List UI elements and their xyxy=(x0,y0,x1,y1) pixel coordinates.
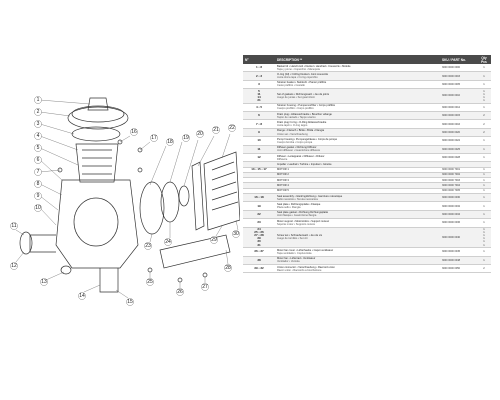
part-quantity: 1 xyxy=(477,64,491,72)
table-row xyxy=(243,64,491,72)
part-number: 10 xyxy=(243,137,275,145)
part-sku: 3000 0000 0050 xyxy=(440,265,477,273)
callout-label: 29 xyxy=(211,237,217,243)
callout-label: 22 xyxy=(229,125,235,131)
part-description-secondary: Joint diffuseur • Guarnizione diffusore xyxy=(277,149,321,153)
part-quantity: 1 xyxy=(477,103,491,111)
part-description: Motor fan • Lüfterrad • Ventilateur xyxy=(277,257,316,261)
table-row xyxy=(243,145,491,153)
part-description: Strainer basket • Siebkorb • Panier préfiltre xyxy=(277,81,327,85)
part-sku: 3000 0000 0032 xyxy=(440,202,477,210)
callout-label: 25 xyxy=(147,279,153,285)
part-description-cell xyxy=(275,265,440,273)
callout-label: 2 xyxy=(36,109,40,115)
part-description-secondary: Tapón de vaciado • Tappo scarico xyxy=(277,115,316,119)
part-description-secondary: Juego de tornillos • Set viti xyxy=(277,237,308,241)
part-description: Drain plug • Ablassschraube • Bouchon vidange xyxy=(277,112,332,116)
part-sku: 3000 0000 0045 xyxy=(440,248,477,256)
lid-ring-drawing xyxy=(72,106,124,122)
part-number: 2 • 3 xyxy=(243,72,275,80)
part-description: Seal plate • Dichtungsplatte • Flasque xyxy=(277,202,321,206)
callout-label: 4 xyxy=(36,133,40,139)
part-description: Union connector • Verschraubung • Raccord union xyxy=(277,265,335,269)
table-row xyxy=(243,256,491,264)
part-quantity: 1 xyxy=(477,248,491,256)
part-quantity: 1 xyxy=(477,145,491,153)
callout-label: 7 xyxy=(36,169,40,175)
table-row xyxy=(243,137,491,145)
part-description-secondary: Sello mecánico • Tenuta meccanica xyxy=(277,197,318,201)
callout-label: 8 xyxy=(36,181,40,187)
part-quantity: 1 1 1 1 1 1 xyxy=(477,227,491,248)
part-description: Drain plug O-ring • O-Ring Ablassschraube xyxy=(277,121,327,125)
part-quantity: 1 xyxy=(477,256,491,264)
column-header-qty: Qty Pcs xyxy=(477,55,491,64)
table-row xyxy=(243,194,491,202)
part-description-secondary: Cuerpo prefiltro • Corpo prefiltro xyxy=(277,107,314,111)
callout-label: 16 xyxy=(131,129,137,135)
callout-label: 3 xyxy=(36,121,40,127)
callout-label: 6 xyxy=(36,157,40,163)
part-sku: 3000 0000 0022 xyxy=(440,137,477,145)
part-number: 24 25 • 26 27 • 28 29 30 31 xyxy=(243,227,275,248)
table-row xyxy=(243,112,491,120)
part-quantity: 1 xyxy=(477,178,491,183)
part-quantity: 1 xyxy=(477,167,491,172)
part-quantity: 1 xyxy=(477,153,491,161)
part-quantity: 1 1 1 1 xyxy=(477,89,491,104)
table-row xyxy=(243,128,491,136)
callout-label: 12 xyxy=(11,263,17,269)
part-quantity: 1 xyxy=(477,137,491,145)
part-description: Seal assembly • Gleitringdichtung • Garniture mécanique xyxy=(277,194,343,198)
part-description: Motor support • Motorstütze • Support moteur xyxy=(277,219,330,223)
part-description-cell xyxy=(275,72,440,80)
part-description-cell xyxy=(275,256,440,264)
part-description-secondary: Placa sello • Flangia xyxy=(277,206,301,210)
part-quantity: 1 xyxy=(477,194,491,202)
part-sku: 3000 0000 0030 xyxy=(440,194,477,202)
part-description: O-ring (lid) • O-Ring Deckel • Joint couvercle xyxy=(277,72,329,76)
part-number: 16 • 18 xyxy=(243,194,275,202)
parts-list xyxy=(243,55,491,395)
part-description-secondary: Diffusore xyxy=(277,157,288,161)
part-sku: 3000 0000 0048 xyxy=(440,256,477,264)
callout-label: 30 xyxy=(233,231,239,237)
callout-label: 15 xyxy=(127,299,133,305)
part-sku: 3000 0000 0034 xyxy=(440,210,477,218)
part-description-cell xyxy=(275,103,440,111)
part-description-secondary: Tapa ventilador • Copriventola xyxy=(277,251,312,255)
parts-table-header xyxy=(243,55,491,64)
part-description: MOTOR 3 xyxy=(277,178,289,182)
part-description-secondary: Junta tapón • O-ring tappo xyxy=(277,124,308,128)
callout-label: 13 xyxy=(41,279,47,285)
part-number: 5 11 14 21 xyxy=(243,89,275,104)
part-sku: 3000 0000 0012 xyxy=(440,103,477,111)
part-description-cell xyxy=(275,145,440,153)
part-description-cell xyxy=(275,112,440,120)
part-description-secondary: Joint flasque • Guarnizione flangia xyxy=(277,214,317,218)
diffuser-drawing xyxy=(140,182,164,234)
seal-assembly-drawing xyxy=(179,186,189,206)
part-description: Flange • Flansch • Bride • Brida • Flangia xyxy=(277,129,325,133)
part-description-secondary: Ventilador • Ventola xyxy=(277,260,300,264)
table-row xyxy=(243,120,491,128)
table-row xyxy=(243,219,491,227)
part-quantity: 2 xyxy=(477,265,491,273)
part-quantity: 1 xyxy=(477,80,491,88)
part-description-cell xyxy=(275,120,440,128)
part-sku: 3000 0000 7002 xyxy=(440,172,477,177)
parts-table-body xyxy=(243,64,491,273)
part-number: 19 xyxy=(243,202,275,210)
part-sku: 3000 0000 0015 xyxy=(440,112,477,120)
pump-exploded-drawing xyxy=(0,30,240,340)
part-description: Impeller • Laufrad • Turbine • Impulsor • Girante xyxy=(277,162,332,166)
part-description: MOTOR 5 xyxy=(277,189,289,193)
part-description: Diffuser gasket • Dichtung Diffusor xyxy=(277,146,317,150)
part-sku: 3000 0000 0028 xyxy=(440,153,477,161)
part-description-cell xyxy=(275,194,440,202)
part-description-cell xyxy=(275,80,440,88)
part-number: 22 xyxy=(243,210,275,218)
part-number: 36 • 37 xyxy=(243,248,275,256)
part-description-cell xyxy=(275,128,440,136)
part-number: 38 xyxy=(243,256,275,264)
table-row xyxy=(243,72,491,80)
part-quantity: 2 xyxy=(477,112,491,120)
part-quantity: 2 xyxy=(477,120,491,128)
callout-label: 10 xyxy=(35,205,41,211)
part-description: Basket lid • Hand knob • Deckel • Handrad • Couvercle • Molette xyxy=(277,64,351,68)
part-number: 1 • 8 xyxy=(243,64,275,72)
part-sku: 3000 0000 7004 xyxy=(440,183,477,188)
part-description-cell xyxy=(275,227,440,248)
pump-housing-drawing xyxy=(56,180,138,268)
callout-label: 24 xyxy=(165,239,171,245)
part-description-secondary: Cesto prefiltro • Cestello xyxy=(277,84,305,88)
part-number: 4 • 5 xyxy=(243,103,275,111)
part-description: Strainer housing • Pumpenvorfilter • Corps préfiltre xyxy=(277,104,336,108)
table-row xyxy=(243,248,491,256)
part-description-cell xyxy=(275,219,440,227)
part-description-secondary: Tapa y pomo • Coperchio • Manopola xyxy=(277,67,320,71)
callout-label: 19 xyxy=(183,135,189,141)
callout-label: 18 xyxy=(167,139,173,145)
part-number: 12 xyxy=(243,153,275,161)
part-description-secondary: Juego de juntas • Set guarnizioni xyxy=(277,95,315,99)
part-description: Diffuser • Leitapparat • Diffuseur • Difusor xyxy=(277,154,325,158)
part-sku: 3000 0000 0016 xyxy=(440,120,477,128)
seal-plate-drawing xyxy=(192,162,204,230)
column-header-number: N° xyxy=(243,55,275,64)
part-description-cell xyxy=(275,64,440,72)
part-number: 9 xyxy=(243,128,275,136)
callout-label: 21 xyxy=(213,127,219,133)
part-sku: 3000 0000 0010 xyxy=(440,89,477,104)
part-number: 13 • 15 • 17 xyxy=(243,167,275,172)
callout-label: 9 xyxy=(36,193,40,199)
callout-label: 23 xyxy=(145,243,151,249)
callout-label: 28 xyxy=(225,265,231,271)
part-description-cell xyxy=(275,202,440,210)
part-description-cell xyxy=(275,210,440,218)
callout-label: 26 xyxy=(177,289,183,295)
part-number: 6 xyxy=(243,112,275,120)
part-description-secondary: Racor unión • Raccordo a bocchettone xyxy=(277,268,322,272)
part-sku: 3000 0000 0003 xyxy=(440,72,477,80)
column-header-sku: SKU / PART No. xyxy=(440,55,477,64)
table-row xyxy=(243,210,491,218)
table-row xyxy=(243,153,491,161)
callout-label: 11 xyxy=(11,223,17,229)
part-number: 23 xyxy=(243,219,275,227)
table-row xyxy=(243,202,491,210)
part-quantity: 1 xyxy=(477,172,491,177)
part-description: Motor fan cover • Lüfterhaube • Capot ventilateur xyxy=(277,248,334,252)
part-sku: 3000 0000 7003 xyxy=(440,178,477,183)
part-sku: 3000 0000 0020 xyxy=(440,128,477,136)
part-quantity: 1 xyxy=(477,210,491,218)
part-sku: 3000 0000 0025 xyxy=(440,145,477,153)
table-row xyxy=(243,80,491,88)
part-description: MOTOR 2 xyxy=(277,173,289,177)
part-number: 7 • 8 xyxy=(243,120,275,128)
part-description-secondary: Union set • Verschraubung xyxy=(277,132,308,136)
part-description: Set of gaskets • Dichtungssatz • Jeu de joints xyxy=(277,92,329,96)
callout-label: 5 xyxy=(36,145,40,151)
part-description-secondary: Cuerpo bomba • Corpo pompa xyxy=(277,140,313,144)
table-row xyxy=(243,265,491,273)
part-description-secondary: Soporte motor • Supporto motore xyxy=(277,222,316,226)
part-quantity: 1 xyxy=(477,202,491,210)
part-sku: 3000 0000 0000 xyxy=(440,64,477,72)
part-quantity: 1 xyxy=(477,188,491,193)
part-quantity: 2 xyxy=(477,128,491,136)
column-header-description: DESCRIPTION ** xyxy=(275,55,440,64)
part-quantity: 1 xyxy=(477,219,491,227)
exploded-view-diagram xyxy=(0,30,240,340)
part-sku: 3000 0000 7001 xyxy=(440,167,477,172)
part-description: Seal plate gasket • Dichtung Dichtungsplatte xyxy=(277,211,329,215)
table-row xyxy=(243,227,491,248)
parts-table xyxy=(243,55,491,273)
callout-label: 17 xyxy=(151,135,157,141)
part-sku: 3000 0000 0040 xyxy=(440,227,477,248)
part-number: 39 • 32 xyxy=(243,265,275,273)
table-row xyxy=(243,89,491,104)
part-description-cell xyxy=(275,153,440,161)
part-description-secondary: Junta tórica tapa • O-ring coperchio xyxy=(277,76,318,80)
callout-label: 27 xyxy=(202,284,208,290)
part-description: MOTOR 4 xyxy=(277,184,289,188)
part-description: Screw set • Schraubensatz • Jeu de vis xyxy=(277,234,323,238)
part-number: 3 xyxy=(243,80,275,88)
part-description-cell xyxy=(275,89,440,104)
part-description-cell xyxy=(275,248,440,256)
part-number: 11 xyxy=(243,145,275,153)
part-quantity: 1 xyxy=(477,183,491,188)
part-description-cell xyxy=(275,137,440,145)
part-description: MOTOR 1 xyxy=(277,168,289,172)
motor-drawing xyxy=(204,152,240,230)
hand-knob-drawing xyxy=(88,98,108,110)
callout-label: 20 xyxy=(197,131,203,137)
callout-label: 1 xyxy=(36,97,40,103)
part-sku: 3000 0000 0005 xyxy=(440,80,477,88)
part-quantity: 1 xyxy=(477,72,491,80)
part-sku: 3000 0000 7005 xyxy=(440,188,477,193)
table-row xyxy=(243,103,491,111)
callout-label: 14 xyxy=(79,293,85,299)
part-description: Pump housing • Pumpengehäuse • Corps de pompe xyxy=(277,137,338,141)
part-sku: 3000 0000 0036 xyxy=(440,219,477,227)
